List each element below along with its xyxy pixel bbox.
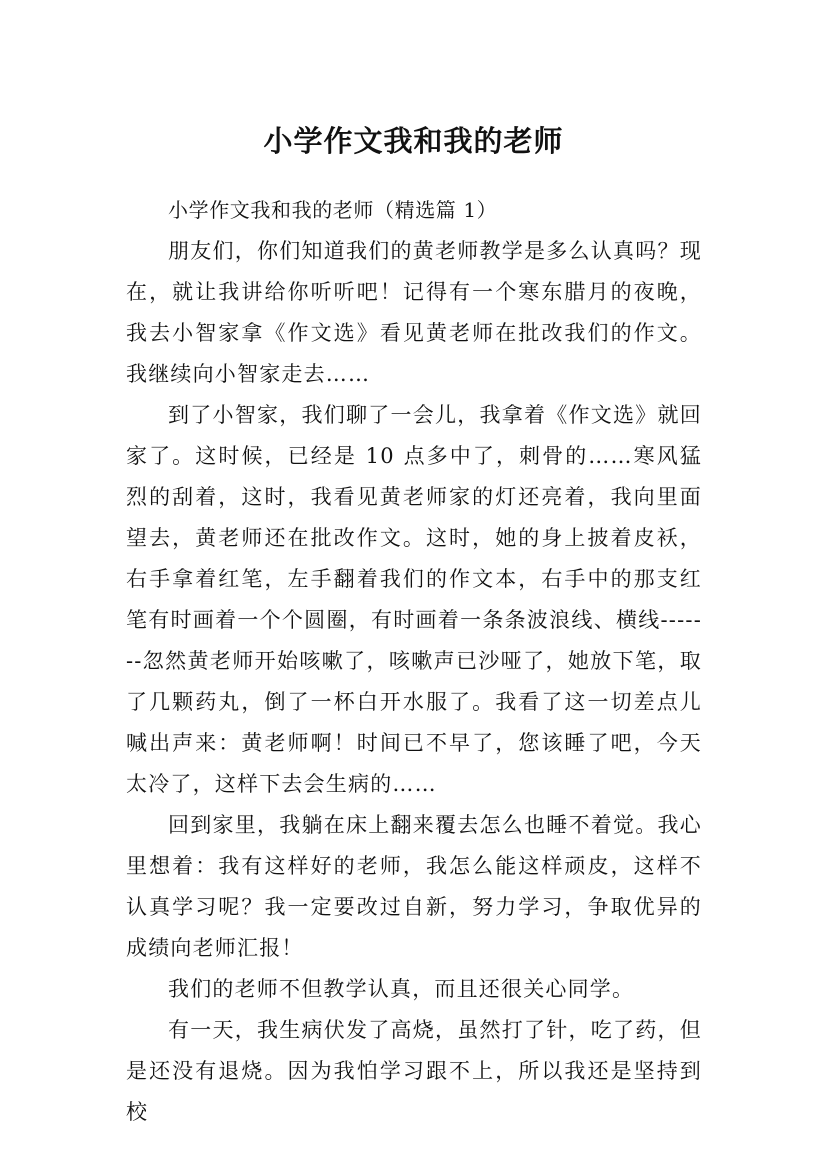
paragraph-1: 朋友们，你们知道我们的黄老师教学是多么认真吗？现在，就让我讲给你听听吧！记得有一个寒东腊月的夜晚，我去小智家拿《作文选》看见黄老师在批改我们的作文。我继续向小智家走去…… [126,239,702,386]
paragraph-2: 到了小智家，我们聊了一会儿，我拿着《作文选》就回家了。这时候，已经是 10 点多中了，刺骨的……寒风猛烈的刮着，这时，我看见黄老师家的灯还亮着，我向里面望去，黄老师还在批改作文。这时，她的身上披着皮袄，右手拿着红笔，左手翻着我们的作文本，右手中的那支红笔有时画着一个个圆圈，有时画着一条条波浪线、横线-------忽然黄老师开始咳嗽了，咳嗽声已沙哑了，她放下笔，取了几颗药丸，倒了一杯白开水服了。我看了这一切差点儿喊出声来：黄老师啊！时间已不早了，您该睡了吧，今天太冷了，这样下去会生病的…… [126,403,702,796]
paragraph-4: 我们的老师不但教学认真，而且还很关心同学。 [168,977,635,1001]
section-subtitle: 小学作文我和我的老师（精选篇 1） [168,198,498,222]
paragraph-5: 有一天，我生病伏发了高烧，虽然打了针，吃了药，但是还没有退烧。因为我怕学习跟不上，所以我还是坚持到校 [126,1018,702,1124]
document-title: 小学作文我和我的老师 [263,124,564,159]
paragraph-3: 回到家里，我躺在床上翻来覆去怎么也睡不着觉。我心里想着：我有这样好的老师，我怎么能这样顽皮，这样不认真学习呢？我一定要改过自新，努力学习，争取优异的成绩向老师汇报！ [126,813,702,960]
document-body [126,190,702,1133]
